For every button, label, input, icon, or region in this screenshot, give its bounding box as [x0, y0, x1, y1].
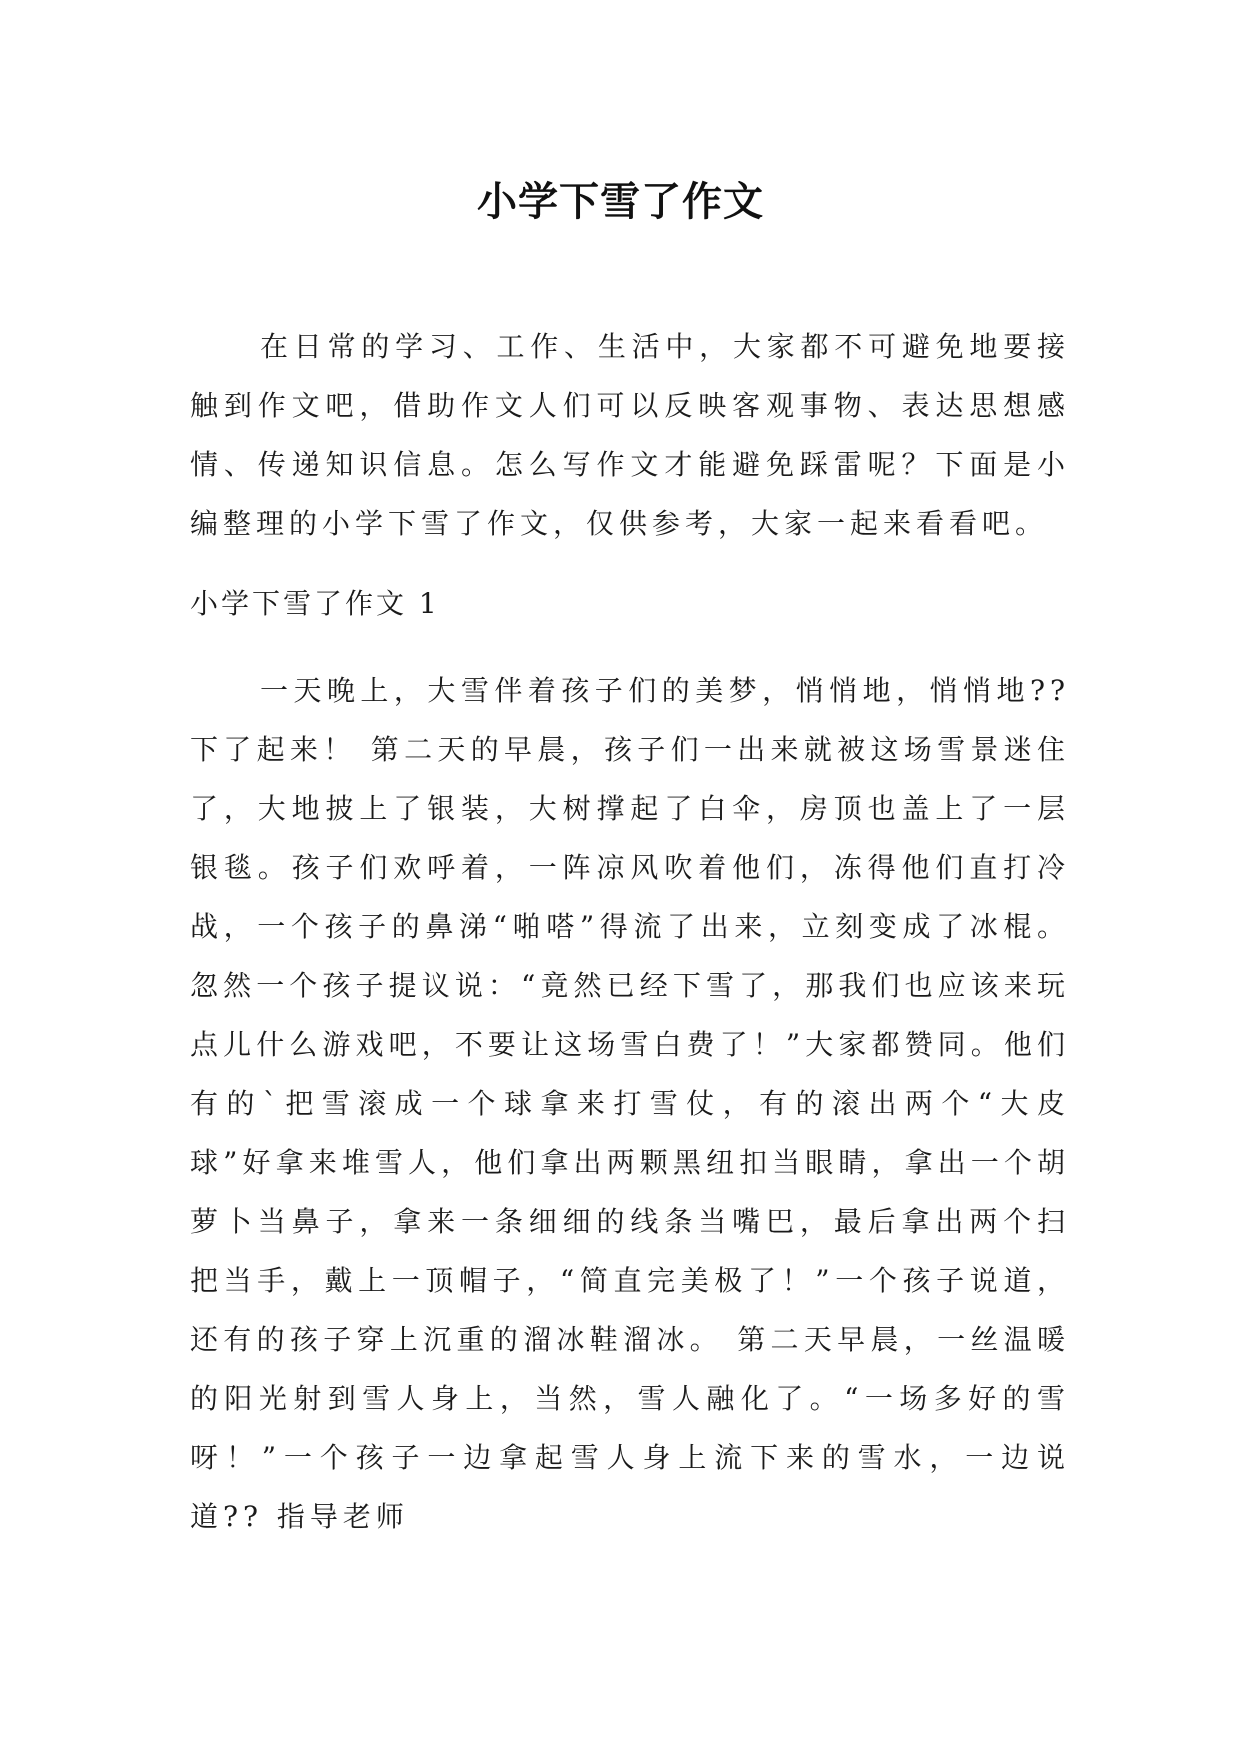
- essay-paragraph: 一天晚上，大雪伴着孩子们的美梦，悄悄地，悄悄地?? 下了起来！ 第二天的早晨，孩子们一出来就被这场雪景迷住了，大地披上了银装，大树撑起了白伞，房顶也盖上了一层银毯。孩子们欢呼着，一阵凉风吹着他们，冻得他们直打冷战，一个孩子的鼻涕“啪嗒”得流了出来，立刻变成了冰棍。忽然一个孩子提议说：“竟然已经下雪了，那我们也应该来玩点儿什么游戏吧，不要让这场雪白费了！”大家都赞同。他们有的`把雪滚成一个球拿来打雪仗，有的滚出两个“大皮球”好拿来堆雪人，他们拿出两颗黑纽扣当眼睛，拿出一个胡萝卜当鼻子，拿来一条细细的线条当嘴巴，最后拿出两个扫把当手，戴上一顶帽子，“简直完美极了！”一个孩子说道，还有的孩子穿上沉重的溜冰鞋溜冰。 第二天早晨，一丝温暖的阳光射到雪人身上，当然，雪人融化了。“一场多好的雪呀！”一个孩子一边拿起雪人身上流下来的雪水，一边说道?? 指导老师: [190, 674, 1070, 1533]
- document-title: 小学下雪了作文: [477, 178, 764, 225]
- section-heading: 小学下雪了作文 1: [190, 587, 440, 620]
- intro-paragraph: 在日常的学习、工作、生活中，大家都不可避免地要接触到作文吧，借助作文人们可以反映客观事物、表达思想感情、传递知识信息。怎么写作文才能避免踩雷呢？下面是小编整理的小学下雪了作文，仅供参考，大家一起来看看吧。: [190, 330, 1070, 540]
